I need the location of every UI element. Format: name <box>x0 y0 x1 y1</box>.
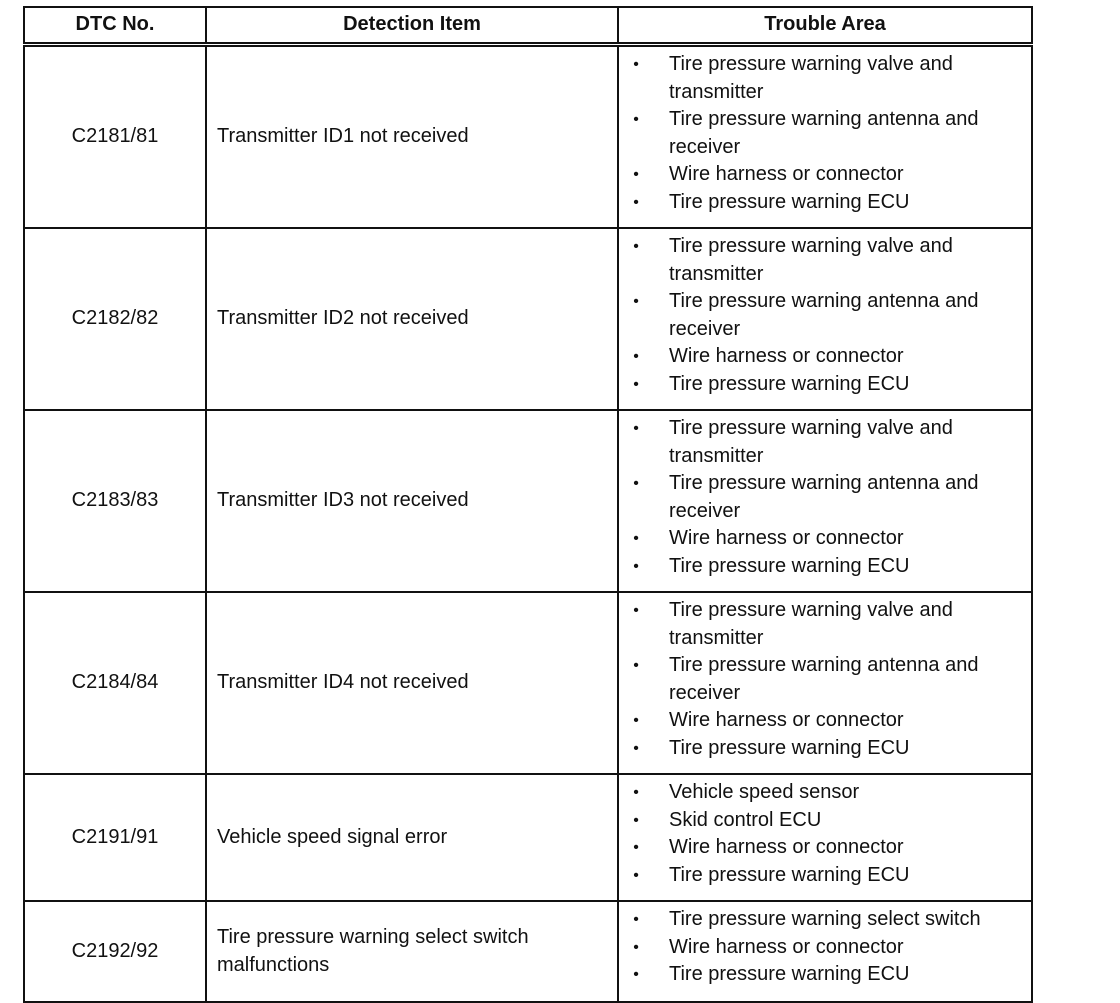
trouble-area-item <box>619 597 1025 652</box>
trouble-area-item <box>619 779 1025 807</box>
trouble-area-text: Wire harness or connector <box>669 163 904 185</box>
table-row <box>24 410 1032 592</box>
trouble-area <box>618 45 1032 229</box>
trouble-area-text: Wire harness or connector <box>669 345 904 367</box>
trouble-area-item <box>619 862 1025 890</box>
dtc-code: C2181/81 <box>24 45 206 229</box>
bullet-icon: • <box>633 866 639 884</box>
trouble-area-text: Tire pressure warning ECU <box>669 736 910 759</box>
header-trouble-area: Trouble Area <box>618 7 1032 45</box>
trouble-area-item <box>619 51 1025 106</box>
trouble-area-item <box>619 652 1025 707</box>
trouble-area-item <box>619 834 1025 862</box>
trouble-area-list <box>619 233 1025 398</box>
trouble-area-item <box>619 189 1025 217</box>
detection-item: Transmitter ID4 not received <box>206 592 618 774</box>
bullet-icon: • <box>633 739 639 757</box>
trouble-area-text: Tire pressure warning ECU <box>669 863 910 886</box>
trouble-area-text: Tire pressure warning select switch <box>669 908 981 930</box>
bullet-icon: • <box>633 111 639 128</box>
bullet-icon: • <box>633 839 639 856</box>
trouble-area-text: Tire pressure warning antenna and receiver <box>669 108 979 158</box>
trouble-area-item <box>619 735 1025 763</box>
trouble-area-text: Tire pressure warning valve and transmitter <box>669 235 953 285</box>
trouble-area-item <box>619 906 1025 934</box>
bullet-icon: • <box>633 712 639 729</box>
header-detection-item: Detection Item <box>206 7 618 45</box>
trouble-area-list <box>619 779 1025 889</box>
trouble-area-item <box>619 233 1025 288</box>
trouble-area-item <box>619 553 1025 581</box>
trouble-area <box>618 774 1032 901</box>
bullet-icon: • <box>633 348 639 365</box>
trouble-area-item <box>619 934 1025 962</box>
trouble-area-item <box>619 415 1025 470</box>
bullet-icon: • <box>633 602 639 619</box>
trouble-area-item <box>619 470 1025 525</box>
bullet-icon: • <box>633 557 639 575</box>
trouble-area-list <box>619 906 1025 989</box>
bullet-icon: • <box>633 811 639 829</box>
bullet-icon: • <box>633 475 639 492</box>
trouble-area-list <box>619 597 1025 762</box>
trouble-area-text: Wire harness or connector <box>669 836 904 858</box>
trouble-area-text: Wire harness or connector <box>669 935 904 958</box>
dtc-code: C2191/91 <box>24 774 206 901</box>
dtc-code: C2183/83 <box>24 410 206 592</box>
bullet-icon: • <box>633 966 639 983</box>
bullet-icon: • <box>633 657 639 674</box>
dtc-table <box>23 6 1033 1003</box>
bullet-icon: • <box>633 238 639 255</box>
dtc-code: C2182/82 <box>24 228 206 410</box>
trouble-area-item <box>619 525 1025 553</box>
detection-item: Transmitter ID1 not received <box>206 45 618 229</box>
trouble-area-text: Tire pressure warning valve and transmitter <box>669 53 953 103</box>
trouble-area <box>618 228 1032 410</box>
detection-item: Vehicle speed signal error <box>206 774 618 901</box>
trouble-area-item <box>619 961 1025 989</box>
trouble-area-item <box>619 343 1025 371</box>
table-row <box>24 774 1032 901</box>
trouble-area-item <box>619 807 1025 835</box>
trouble-area <box>618 592 1032 774</box>
table-header-row <box>24 7 1032 45</box>
dtc-code: C2184/84 <box>24 592 206 774</box>
table-row <box>24 592 1032 774</box>
trouble-area-item <box>619 371 1025 399</box>
bullet-icon: • <box>633 375 639 393</box>
trouble-area-text: Tire pressure warning valve and transmitter <box>669 417 953 467</box>
trouble-area-item <box>619 161 1025 189</box>
trouble-area-text: Skid control ECU <box>669 808 822 831</box>
header-dtc-no: DTC No. <box>24 7 206 45</box>
detection-item: Tire pressure warning select switch malfunctions <box>206 901 618 1002</box>
trouble-area-list <box>619 51 1025 216</box>
trouble-area-text: Wire harness or connector <box>669 527 904 549</box>
bullet-icon: • <box>633 193 639 211</box>
bullet-icon: • <box>633 56 639 73</box>
trouble-area-text: Wire harness or connector <box>669 709 904 731</box>
detection-item: Transmitter ID2 not received <box>206 228 618 410</box>
trouble-area <box>618 410 1032 592</box>
dtc-code: C2192/92 <box>24 901 206 1002</box>
trouble-area-text: Tire pressure warning ECU <box>669 372 910 395</box>
trouble-area-text: Tire pressure warning ECU <box>669 554 910 577</box>
bullet-icon: • <box>633 938 639 956</box>
trouble-area-text: Tire pressure warning ECU <box>669 190 910 213</box>
table-row <box>24 901 1032 1002</box>
bullet-icon: • <box>633 784 639 801</box>
table-row <box>24 45 1032 229</box>
trouble-area-item <box>619 288 1025 343</box>
trouble-area-text: Tire pressure warning valve and transmitter <box>669 599 953 649</box>
table-row <box>24 228 1032 410</box>
trouble-area-text: Tire pressure warning antenna and receiver <box>669 290 979 340</box>
trouble-area-item <box>619 707 1025 735</box>
bullet-icon: • <box>633 166 639 183</box>
trouble-area-text: Vehicle speed sensor <box>669 781 860 803</box>
trouble-area-list <box>619 415 1025 580</box>
bullet-icon: • <box>633 420 639 437</box>
trouble-area-text: Tire pressure warning ECU <box>669 963 910 985</box>
trouble-area-text: Tire pressure warning antenna and receiver <box>669 654 979 704</box>
detection-item: Transmitter ID3 not received <box>206 410 618 592</box>
trouble-area <box>618 901 1032 1002</box>
bullet-icon: • <box>633 293 639 310</box>
trouble-area-item <box>619 106 1025 161</box>
bullet-icon: • <box>633 911 639 928</box>
trouble-area-text: Tire pressure warning antenna and receiver <box>669 472 979 522</box>
bullet-icon: • <box>633 530 639 547</box>
